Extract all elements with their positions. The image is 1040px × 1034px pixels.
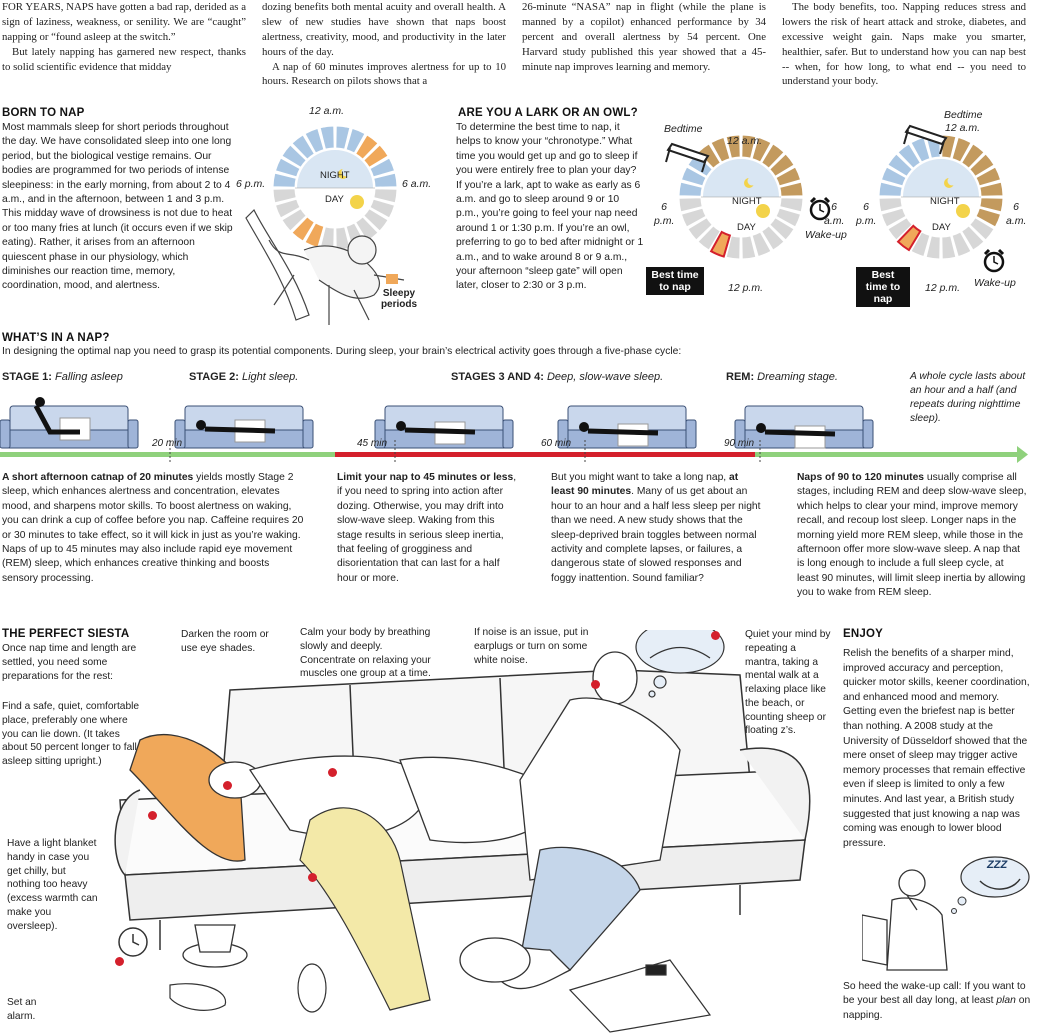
newspaper-illustration [570,960,710,1032]
sleeper-head [756,423,766,433]
blanket [795,426,825,448]
tick-45: 45 min [357,438,388,449]
couch-arm [863,420,873,448]
stage-1-label [2,370,123,385]
clock-label-right: 6 a.m. [402,178,432,190]
intro-text: A nap of 60 minutes improves alertness for up to 10 hours. Research on pilots shows that a [262,60,506,88]
intro-text: 26-minute “NASA” nap in flight (while the plane is manned by a copilot) enhanced performance by 34 percent and overall alertness by 54 percent. One Harvard study published this year showed that a 45-minute nap improves learning and memory. [522,1,766,73]
paragraph: . Many of us get about an hour to an hour and a half less sleep per night than we need. A new study shows that the sleep-deprived brain toggles between normal activity and complete lapses, or failures, a dangerous state of slowed responses and foggy inattention. Sound familiar? [551,486,761,584]
lark-bottom: 12 p.m. [728,282,764,294]
tick-90: 90 min [724,438,755,449]
sleeper-body [765,432,835,434]
owl-right: 6 a.m. [1006,201,1027,228]
nap-20-text [2,471,308,586]
callout-marker-place [148,811,157,820]
lark-text: To determine the best time to nap, it helps to know your “chronotype.” What time you would get up and go to sleep if you were entirely free to plan your day? If you’re a lark, apt to wake as early as 6 a.m. and go to sleep around 9 or 10 p.m., you’re going to feel your nap need around 1 or 1:30 p.m. If you’re an owl, preferring to go to bed after midnight or 1 a.m., and to wake around 8 or 9 a.m., your afternoon “sleep gate” will open later, closer to 2:30 or 3 p.m. [456,122,644,292]
lark-wake: Wake-up [805,229,847,241]
couch-arm [0,420,10,448]
callout-marker-darken [223,781,232,790]
nap-stage-couch [375,406,513,448]
paragraph: , if you need to spring into action after dozing. Otherwise, you may drift into slow-wave sleep. Waking from this stage results in serious sleep inertia, that feeling of grogginess and disorientation that can last for a half hour or more. [337,472,517,584]
timeline-arrow [1017,446,1028,463]
stage-desc: Falling asleep [54,371,123,383]
man-at-desk-illustration [862,870,947,970]
sleeper-head [196,420,206,430]
intro-text: The body benefits, too. Napping reduces stress and lowers the risk of heart attack and stroke, diabetes, and excessive weight gain. Naps make you smarter, healthier, safer. But to understand how you can nap best -- when, for how long, to what end -- you need to understand your body. [782,1,1026,88]
emphasis: Naps of 90 to 120 minutes [797,472,925,483]
tick-20: 20 min [152,438,183,449]
sun-icon [350,195,364,209]
siesta-noise: If noise is an issue, put in earplugs or turn on some white noise. [474,627,589,666]
owl-wake: Wake-up [974,277,1016,289]
closing-emphasis: plan [996,995,1016,1007]
nap-timeline [0,392,1040,467]
lark-day: DAY [737,222,756,233]
sleeper-body [588,431,658,433]
nap-stage-couch [558,406,696,448]
stage-name: STAGES 3 AND 4: [451,371,544,383]
enjoy-text: Relish the benefits of a sharper mind, improved accuracy and perception, quicker motor skills, keener coordination, and enhanced mood and memory. Getting even the briefest nap is better than nothing. A 2008 study at the University of Düsseldorf showed that the mere onset of sleep may trigger active memory processes that remain effective even if sleep is limited to only a few minutes. And last year, a British study suggested that just knowing a nap was coming was enough to lower blood pressure. [843,648,1030,849]
sleeper-head [396,421,406,431]
nap-stage-couch [175,406,313,448]
timeline-rem [755,452,1017,457]
born-text: Most mammals sleep for short periods throughout the day. We have consolidated sleep into one long period, but the biological vestige remains. Our bodies are programmed for two periods of intense sleepiness: in the early morning, from about 2 to 4 a.m., and in the afternoon, between 1 and 3 p.m. This midday wave of drowsiness is not due to heat or too many fries at lunch (it occurs even if we skip eating). Rather, it arises from an afternoon quiescent phase in our physiology, which diminishes our reaction time, memory, coordination, mood, and alertness. [2,122,233,292]
intro-text: dozing benefits both mental acuity and overall health. A slew of new studies have shown that naps boost alertness, creativity, mood, and productivity in the later hours of the day. [262,1,506,58]
clock-label-top: 12 a.m. [309,105,345,117]
couch-arm [128,420,138,448]
owl-bedtime: Bedtime [944,109,983,121]
callout-marker-calm [328,768,337,777]
owl-day: DAY [932,222,951,233]
siesta-illustration [100,630,840,1034]
nap-stage-couch [735,406,873,448]
siesta-place: Find a safe, quiet, comfortable place, preferably one where you can lie down. (It takes about 50 percent longer to fall asleep sitting upright.) [2,701,140,768]
callout-marker-alarm [115,957,124,966]
zzz-text: ZZZ [987,859,1008,871]
owl-night: NIGHT [930,196,960,207]
sleeper-body [405,430,475,432]
sleep-clock [273,126,397,250]
couch-arm [303,420,313,448]
legend-swatch [386,274,398,284]
sleeper-head [35,397,45,407]
timeline-deep [335,452,755,457]
intro-text: FOR YEARS, NAPS have gotten a bad rap, derided as a sign of laziness, weakness, or senility. We are “caught” napping or “found asleep at the switch.” [2,1,246,43]
emphasis: A short afternoon catnap of 20 minutes [2,472,194,483]
moon-shadow [748,177,757,186]
stage-name: REM: [726,371,755,383]
nap-stage-couch [0,397,138,448]
owl-left: 6 p.m. [856,201,877,228]
emphasis: at least 90 minutes [551,472,739,498]
coffee-cup-icon [183,925,247,967]
siesta-blanket: Have a light blanket handy in case you get chilly, but nothing too heavy (excess warmth can make you oversleep). [7,838,98,932]
timeline-light [0,452,335,457]
paragraph: usually comprise all stages, including REM and deep slow-wave sleep, which helps to clear your mind, improve memory recall, and recoup lost sleep. Longer naps in the morning yield more REM sleep, while those in the afternoon offer more slow-wave sleep. A nap that is long enough to include a full sleep cycle, at least 90 minutes, will limit sleep inertia by allowing you to wake from REM sleep. [797,472,1027,599]
stage-desc: Light sleep. [241,371,299,383]
stage-name: STAGE 1: [2,371,52,383]
moon-shadow [948,177,957,186]
siesta-alarm: Set an alarm. [7,997,37,1022]
intro-column-3 [522,0,766,74]
intro-column-2 [262,0,506,89]
siesta-calm: Calm your body by breathing slowly and deeply. Concentrate on relaxing your muscles one group at a time. [300,627,431,680]
intro-column-1 [2,0,246,74]
blanket [60,418,90,440]
whats-title: WHAT’S IN A NAP? [2,332,110,344]
nap-45-text [337,471,519,586]
paragraph: yields mostly Stage 2 sleep, which enhances alertness and concentration, elevates mood, and sharpens motor skills. To boost alertness on waking, you can drink a cup of coffee before you nap. Caffeine requires 20 or 30 minutes to take effect, so it will kick in just as you’re waking. Naps of up to 45 minutes may also include rapid eye movement (REM) sleep, which enhances creative thinking and boosts sensory processing. [2,472,304,584]
sleeping-desk-illustration [862,855,1032,975]
emphasis: Limit your nap to 45 minutes or less [337,472,514,483]
stage-desc: Deep, slow-wave sleep. [546,371,664,383]
couch-arm [503,420,513,448]
siesta-mind: Quiet your mind by repeating a mantra, taking a mental walk at a relaxing place like the beach, or counting sheep or floating z’s. [745,629,831,737]
alarm-clock-icon [985,250,1003,271]
cycle-note: A whole cycle lasts about an hour and a half (and repeats during nighttime sleep). [910,371,1026,424]
intro-text: But lately napping has garnered new respect, thanks to solid scientific evidence that midday [2,45,246,73]
callout-marker-mind [711,631,720,640]
tick-60: 60 min [541,438,572,449]
sleeper-head [579,422,589,432]
lark-top: 12 a.m. [727,135,763,147]
stage-name: STAGE 2: [189,371,239,383]
stage-2-label [189,370,298,385]
closing-text: on napping. [843,995,1031,1021]
lark-bedtime: Bedtime [664,123,703,135]
stage-desc: Dreaming stage. [757,371,838,383]
clock-day: DAY [325,194,344,205]
clock-label-left: 6 p.m. [236,178,266,190]
siesta-darken: Darken the room or use eye shades. [181,629,269,654]
lark-title: ARE YOU A LARK OR AN OWL? [458,107,638,119]
whats-sub: In designing the optimal nap you need to grasp its potential components. During sleep, your brain’s electrical activity goes through a five-phase cycle: [2,346,682,357]
nap-120-text [797,471,1027,601]
stage-3-label [451,370,663,385]
owl-best-time: Best time to nap [856,267,910,307]
owl-top: 12 a.m. [945,122,981,134]
siesta-title: THE PERFECT SIESTA [2,628,130,640]
rem-label [726,370,838,385]
enjoy-closing [843,980,1031,1023]
sandal-illustration [170,964,326,1012]
callout-marker-noise [591,680,600,689]
legend-sleepy: Sleepy periods [380,288,418,310]
lark-best-time: Best time to nap [646,267,704,295]
sleeper-body [205,429,275,431]
owl-bottom: 12 p.m. [925,282,961,294]
alarm-clock-illustration [119,928,147,956]
intro-column-4 [782,0,1026,89]
lark-right: 6 a.m. [824,201,845,228]
callout-marker-blanket [308,873,317,882]
closing-text: So heed the wake-up call: If you want to be your best all day long, at least [843,981,1026,1007]
born-title: BORN TO NAP [2,107,85,119]
paragraph: But you might want to take a long nap, [551,472,727,483]
couch-arm [686,420,696,448]
lark-night: NIGHT [732,196,762,207]
enjoy-title: ENJOY [843,628,883,640]
lark-left: 6 p.m. [654,201,675,228]
siesta-intro: Once nap time and length are settled, you need some preparations for the rest: [2,643,137,682]
nap-90-text [551,471,761,586]
clock-night: NIGHT [320,170,350,181]
